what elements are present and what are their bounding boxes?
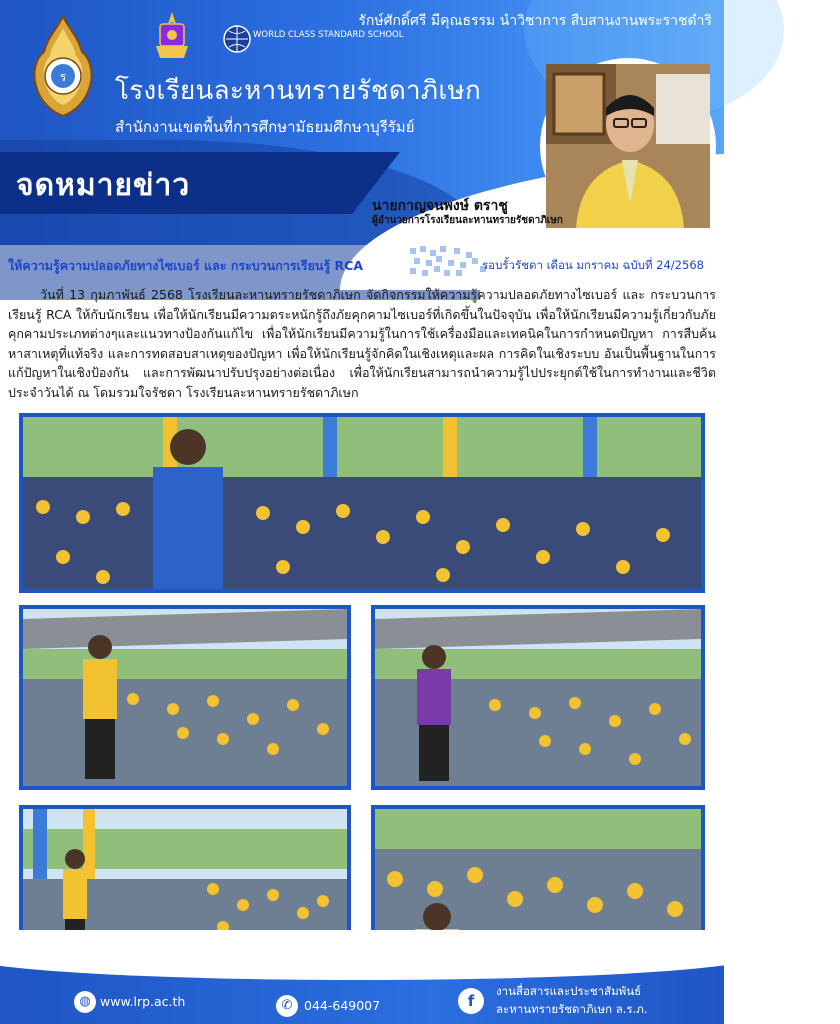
activity-photo-1 <box>19 413 705 593</box>
phone-number: 044-649007 <box>304 998 381 1013</box>
director-title: ผู้อำนวยการโรงเรียนละหานทรายรัชดาภิเษก <box>372 215 563 226</box>
education-office-name: สำนักงานเขตพื้นที่การศึกษามัธยมศึกษาบุรีรัมย์ <box>115 118 415 136</box>
issue-info: รอบรั้วรัชดา เดือน มกราคม ฉบับที่ 24/2568 <box>482 258 704 272</box>
svg-text:ร: ร <box>59 70 67 84</box>
school-logo-icon <box>28 14 98 118</box>
footer-curve <box>0 930 760 980</box>
phone-icon: ✆ <box>276 995 298 1017</box>
director-name: นายกาญจนพงษ์ ตราชู <box>372 198 508 214</box>
royal-crest-icon <box>150 10 194 62</box>
website-link[interactable]: www.lrp.ac.th <box>100 994 186 1009</box>
globe-icon: ◍ <box>74 991 96 1013</box>
activity-photo-2 <box>19 605 351 790</box>
speaker-presenting-photo-icon <box>23 609 347 786</box>
facebook-icon[interactable]: f <box>458 988 484 1014</box>
pr-department-line2: ละหานทรายรัชดาภิเษก ล.ร.ภ. <box>496 1002 648 1016</box>
news-body-text: วันที่ 13 กุมภาพันธ์ 2568 โรงเรียนละหานทรายรัชดาภิเษก จัดกิจกรรมให้ความรู้ความปลอดภัยทางไซเบอร์ และ กระบวนการเรียนรู้ RCA ให้กับนักเรียน เพื่อให้นักเรียนมีความตระหนักรู้ถึงภัยคุกคามไซเบอร์ที่เกิดขึ้นในปัจจุบัน เพื่อให้นักเรียนมีความรู้เกี่ยวกับภัยคุกคามประเภทต่างๆและแนวทางป้องกันแก้ไข เพื่อให้นักเรียนมีความรู้ในการใช้เครื่องมือและเทคนิคในการกำหนดปัญหา การสืบค้นหาสาเหตุที่แท้จริง และการทดสอบสาเหตุของปัญหา เพื่อให้นักเรียนรู้จักคิดในเชิงเหตุและผล การคิดในเชิงระบบ อันเป็นพื้นฐานในการแก้ปัญหาในเชิงป้องกัน และการพัฒนาปรับปรุงอย่างต่อเนื่อง เพื่อให้นักเรียนสามารถนำความรู้ไปประยุกต์ใช้ในการทำงานและชีวิตประจำวันได้ ณ โดมรวมใจรัชดา โรงเรียนละหานทรายรัชดาภิเษก <box>8 287 716 400</box>
wcss-logo-text: WORLD CLASS STANDARD SCHOOL <box>253 30 404 40</box>
world-class-school-logo-icon <box>222 22 404 56</box>
director-photo-icon <box>546 64 710 228</box>
activity-photo-3 <box>371 605 705 790</box>
school-motto: รักษ์ศักดิ์ศรี มีคุณธรรม นำวิชาการ สืบสานงานพระราชดำริ <box>358 13 712 29</box>
students-assembly-photo-icon <box>23 417 701 589</box>
newsletter-title: จดหมายข่าว <box>16 168 191 203</box>
purple-shirt-speaker-photo-icon <box>375 609 701 786</box>
news-subject: ให้ความรู้ความปลอดภัยทางไซเบอร์ และ กระบวนการเรียนรู้ RCA <box>8 258 364 273</box>
director-portrait <box>546 64 710 228</box>
school-name: โรงเรียนละหานทรายรัชดาภิเษก <box>115 76 482 106</box>
pr-department-line1: งานสื่อสารและประชาสัมพันธ์ <box>496 984 642 998</box>
